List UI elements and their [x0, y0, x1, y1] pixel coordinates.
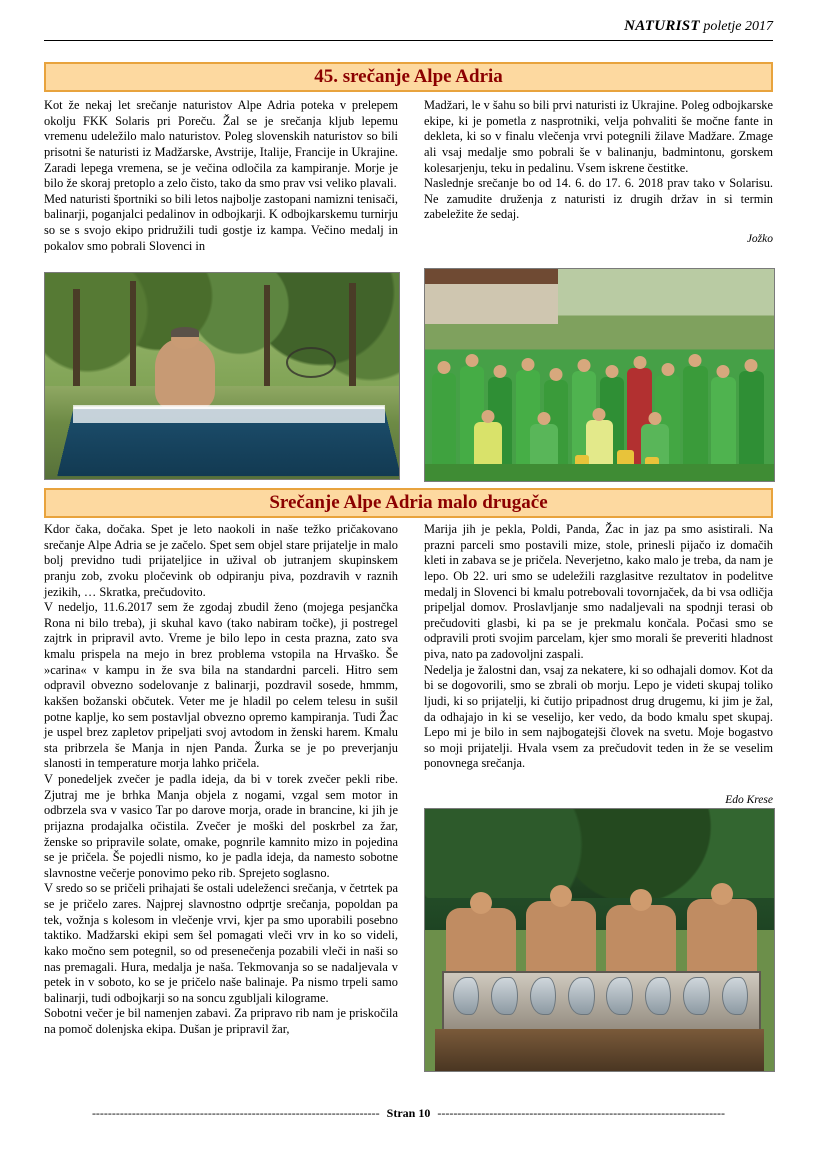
ping-pong-net	[73, 405, 385, 424]
fish-icon	[530, 977, 556, 1016]
table-tennis-photo	[44, 272, 400, 480]
footer-dashes-left: ------------------------------------------------------------------------	[91, 1106, 380, 1120]
paragraph: V nedeljo, 11.6.2017 sem že zgodaj zbudil ženo (mojega pesjančka Rona ni bilo treba), ji skuhal kavo (tako nabiram točke), ji postregel zajtrk in pripravil avto. Vreme je bilo lepo in cesta prazna, zato sva kmalu prispela na mejo in brez problema vstopila na Hrvaško. Še »carina« v kampu in že sva bila na standardni parceli. Hitro sem odpravil obvezno sodelovanje z balinarji, pozdravil sosede, hmmm, kakšen božanski občutek. Veter me je hladil po celem telesu in sušil potne kaplje, ko sem postavljal obvezno opremo kampiranja. Tudi Žac je uspel brez zapletov pripeljati svoj avtodom in ženski harem. Kmalu sta pribrzela še Manja in njen Panda. Žurka se je po preverjanju slanosti in temperature morja lahko pričela.	[44, 600, 398, 771]
tree-trunk-icon	[349, 283, 356, 400]
article-1-title: 45. srečanje Alpe Adria	[44, 62, 773, 92]
article-1-right-column	[424, 98, 773, 223]
fish-icon	[453, 977, 479, 1016]
group-medals-photo	[424, 268, 775, 482]
page-number: Stran 10	[386, 1106, 431, 1120]
people-group	[425, 872, 774, 977]
article-2-left-column	[44, 522, 398, 1038]
article-2-title: Srečanje Alpe Adria malo drugače	[44, 488, 773, 518]
grilled-fish-photo	[424, 808, 775, 1072]
masthead	[44, 18, 773, 35]
tree-trunk-icon	[264, 285, 270, 400]
paragraph: V sredo so se pričeli prihajati še ostali udeleženci srečanja, v četrtek pa se je pričelo zares. Najprej slavnostno odprtje srečanja, popoldan pa tek, vožnja s kolesom in vlečenje vrvi, kjer pa smo uporabili posebno taktiko. Madžarski ekipi sem šel pomagati vleči vrv in ko so videli, kako močno sem potegnil, so od presenečenja pozabili vleči in naši so nas premagali. Hura, medalja je naša. Tekmovanja so se nadaljevala v petek in v soboto, ko se je pričelo naše balinaje. Pa nismo trpeli samo balinarji, tudi odbojkarji so na soncu zgubljali kilograme.	[44, 881, 398, 1005]
paragraph: Marija jih je pekla, Poldi, Panda, Žac in jaz pa smo asistirali. Na prazni parceli smo postavili mize, stole, prinesli pijačo iz domačih kleti in zabava se je pričela. Neverjetno, kako malo je treba, da nam je lepo. Ob 22. uri smo se udeležili razglasitve rezultatov in podelitve medalj in Slovenci bi kmalu potrebovali tovornjaček, da bi vsa odličja pripeljal domov. Proslavljanje smo nadaljevali na spodnji terasi ob prečudoviti glasbi, ki pa se je prekmalu končala. Počasi smo se odpravili proti svojim parcelam, kjer smo morali še preveriti hladnost piva, nato pa zadovoljni zaspali.	[424, 522, 773, 661]
person-hair	[171, 327, 199, 337]
fish-icon	[722, 977, 748, 1016]
paragraph: Med naturisti športniki so bili letos najbolje zastopani namizni tenisači, balinarji, poganjalci pedalinov in odbojkarji. K odbojkarskemu turnirju so se s svojo ekipo pridružili tudi gostje iz kampa. Večino medalj in pokalov smo pobrali Slovenci in	[44, 191, 398, 253]
paragraph: Naslednje srečanje bo od 14. 6. do 17. 6. 2018 prav tako v Solarisu. Ne zamudite druženja z naturisti iz drugih držav in si termin zabeležite že sedaj.	[424, 176, 773, 222]
article-1-signature: Jožko	[746, 233, 773, 245]
paragraph: Nedelja je žalostni dan, vsaj za nekatere, ki so odhajali domov. Kot da bi se dogovorili, smo se zbrali ob morju. Lepo je videti skupaj toliko ljudi, ki so prijatelji, ki čutijo pripadnost drug drugemu, ki jim je žal, da odhajajo in ki se veselijo, ker vedo, da bodo kmalu spet skupaj. Lepo mi je bilo in sem najbogatejši človek na svetu. Moje bogastvo so moji prijatelji. Hvala vsem za prečudovit teden in že se veselim ponovnega srečanja.	[424, 662, 773, 771]
paragraph: Sobotni večer je bil namenjen zabavi. Za pripravo rib nam je priskočila na pomoč dolenjska ekipa. Dušan je pripravil žar,	[44, 1006, 398, 1036]
paragraph: Kot že nekaj let srečanje naturistov Alpe Adria poteka v prelepem okolju FKK Solaris pri Poreču. Žal se je srečanja kljub lepemu vremenu udeležilo malo naturistov. Poleg slovenskih naturistov so bili prisotni še naturisti iz Madžarske, Avstrije, Italije, Francije in Ukrajine. Zaradi lepega vremena, se je večina odločila za kampiranje. Morje je bilo že skoraj pretoplo a zelo čisto, tako da smo prav vsi veliko plavali.	[44, 98, 398, 191]
fish-icon	[683, 977, 709, 1016]
page-footer	[44, 1106, 773, 1121]
masthead-issue: poletje 2017	[703, 19, 773, 34]
article-1-left-column	[44, 98, 398, 254]
fish-icon	[568, 977, 594, 1016]
paragraph: Madžari, le v šahu so bili prvi naturisti iz Ukrajine. Poleg odbojkarske ekipe, ki je pometla z nasprotniki, velja pohvaliti še močne fante in dekleta, ki so v finalu vlečenja vrvi potegnili žilave Madžare. Zmage ali vsaj medalje smo pobrali še v balinanju, badmintonu, gorskem kolesarjenju, teku in pedalinu. Vsem iskrene čestitke.	[424, 98, 773, 175]
fish-icon	[606, 977, 632, 1016]
fish-icon	[491, 977, 517, 1016]
fish-icon	[645, 977, 671, 1016]
tree-trunk-icon	[130, 281, 136, 400]
article-2-right-column	[424, 522, 773, 772]
grill-base	[435, 1029, 763, 1071]
paragraph: V ponedeljek zvečer je padla ideja, da bi v torek zvečer pekli ribe. Zjutraj me je brhka Manja objela z nogami, vzgal sem motor in odbrzela sva v vasico Tar po darove morja, orade in brancine, ki jih je prijazna prodajalka očistila. Zvečer je moški del poskrbel za žar, ženske so pripravile solate, omake, pognrile kamnito mizo in pojedina se je pričela. Še pojedli nismo, ko je padla ideja, da namesto sobotne slavnostne večerje ponovimo peko rib. Sprejeto soglasno.	[44, 772, 398, 880]
photo-foreground-grass	[425, 464, 774, 481]
article-2-signature: Edo Krese	[725, 794, 773, 806]
roof-shape	[425, 269, 558, 284]
people-group	[425, 307, 774, 481]
paragraph: Kdor čaka, dočaka. Spet je leto naokoli in naše težko pričakovano srečanje Alpe Adria se je začelo. Spet sem objel stare prijatelje in malo bolj previdno tudi prijateljice in užival ob jutranjem skupinskem pranju zob, zvoku pločevink ob odpiranju piva, pozdravih v raznih jezikih, … Skratka, prečudovito.	[44, 522, 398, 599]
bicycle-icon	[286, 347, 336, 378]
masthead-brand: NATURIST	[624, 18, 700, 34]
person-figure	[155, 339, 215, 409]
header-divider	[44, 40, 773, 41]
footer-dashes-right: ------------------------------------------------------------------------	[437, 1106, 726, 1120]
photo-background-trees	[45, 273, 399, 401]
